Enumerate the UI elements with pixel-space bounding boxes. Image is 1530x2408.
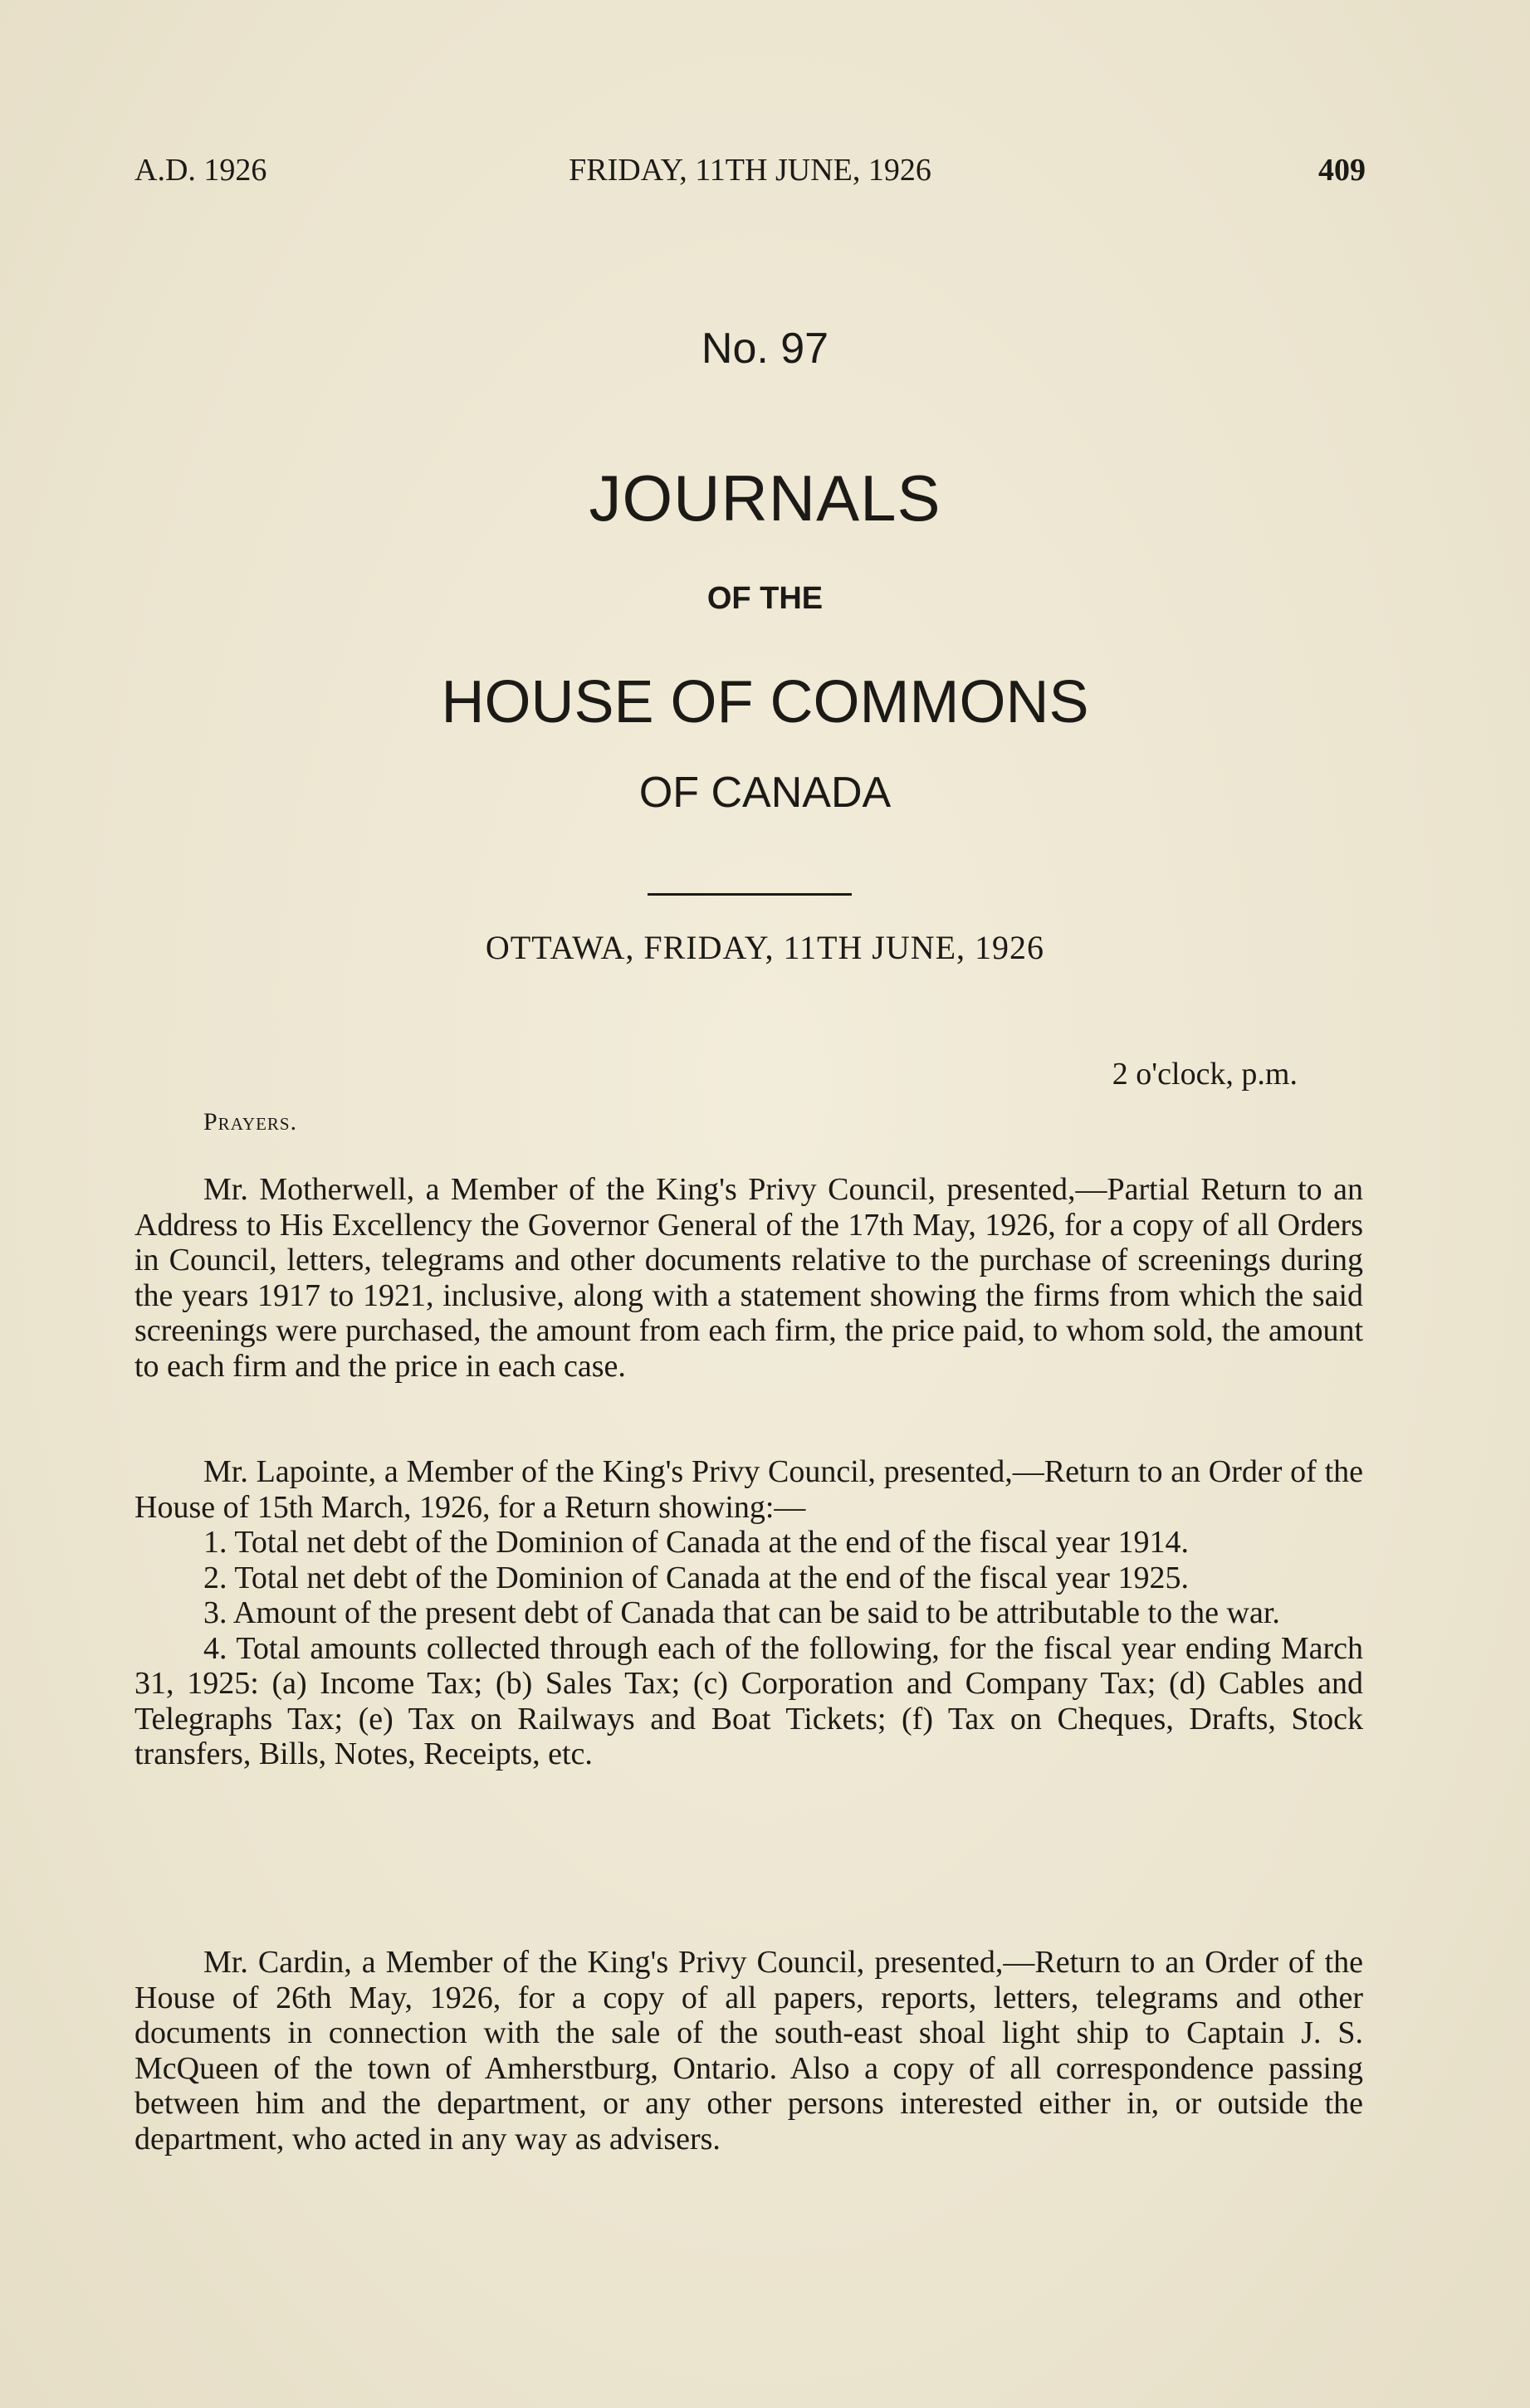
divider-rule [648, 893, 852, 896]
running-head-year: A.D. 1926 [134, 153, 267, 188]
lapointe-item-1: 1. Total net debt of the Dominion of Canada at the end of the fiscal year 1914. [203, 1525, 1189, 1560]
title-of-canada: OF CANADA [638, 769, 892, 817]
prayers-heading: Prayers. [203, 1108, 298, 1136]
lapointe-item-4: 4. Total amounts collected through each of the following, for the fiscal year ending March 31, 1925: (a) Income Tax; (b) Sales Tax; (c) Corporation and Company Tax; (d) Cables and Telegraphs Tax; (e) Tax on Railways and Boat Tickets; (f) Tax on Cheques, Drafts, Stock transfers, Bills, Notes, Receipts, etc. [134, 1630, 1363, 1771]
title-of-the: OF THE [706, 581, 824, 616]
lapointe-text: Mr. Lapointe, a Member of the King's Privy Council, presented,—Return to an Order of the House of 15th March, 1926, for a Return showing:— [134, 1454, 1363, 1525]
motherwell-paragraph [134, 1172, 1363, 1384]
lapointe-item-2: 2. Total net debt of the Dominion of Canada at the end of the fiscal year 1925. [203, 1560, 1189, 1595]
lapointe-paragraph [134, 1454, 1363, 1772]
running-head [134, 149, 1366, 191]
title-journals: JOURNALS [589, 462, 941, 535]
sitting-place-date: OTTAWA, FRIDAY, 11TH JUNE, 1926 [485, 929, 1045, 966]
sitting-time: 2 o'clock, p.m. [1112, 1057, 1298, 1092]
journal-number: No. 97 [701, 325, 829, 373]
cardin-text: Mr. Cardin, a Member of the King's Privy Council, presented,—Return to an Order of the House of 26th May, 1926, for a copy of all papers, reports, letters, telegrams and other documents in connection with the sale of the south-east shoal light ship to Captain J. S. McQueen of the town of Amherstburg, Ontario. Also a copy of all correspondence passing between him and the department, or any other persons interested either in, or outside the department, who acted in any way as advisers. [134, 1945, 1363, 2156]
page-number: 409 [1318, 153, 1366, 188]
cardin-paragraph [134, 1945, 1363, 2156]
running-head-date: FRIDAY, 11TH JUNE, 1926 [569, 153, 931, 188]
title-house-of-commons: HOUSE OF COMMONS [441, 669, 1089, 735]
motherwell-text: Mr. Motherwell, a Member of the King's Privy Council, presented,—Partial Return to an Address to His Excellency the Governor General of the 17th May, 1926, for a copy of all Orders in Council, letters, telegrams and other documents relative to the purchase of screenings during the years 1917 to 1921, inclusive, along with a statement showing the firms from which the said screenings were purchased, the amount from each firm, the price paid, to whom sold, the amount to each firm and the price in each case. [134, 1172, 1363, 1384]
lapointe-item-3: 3. Amount of the present debt of Canada that can be said to be attributable to the war. [203, 1595, 1280, 1630]
